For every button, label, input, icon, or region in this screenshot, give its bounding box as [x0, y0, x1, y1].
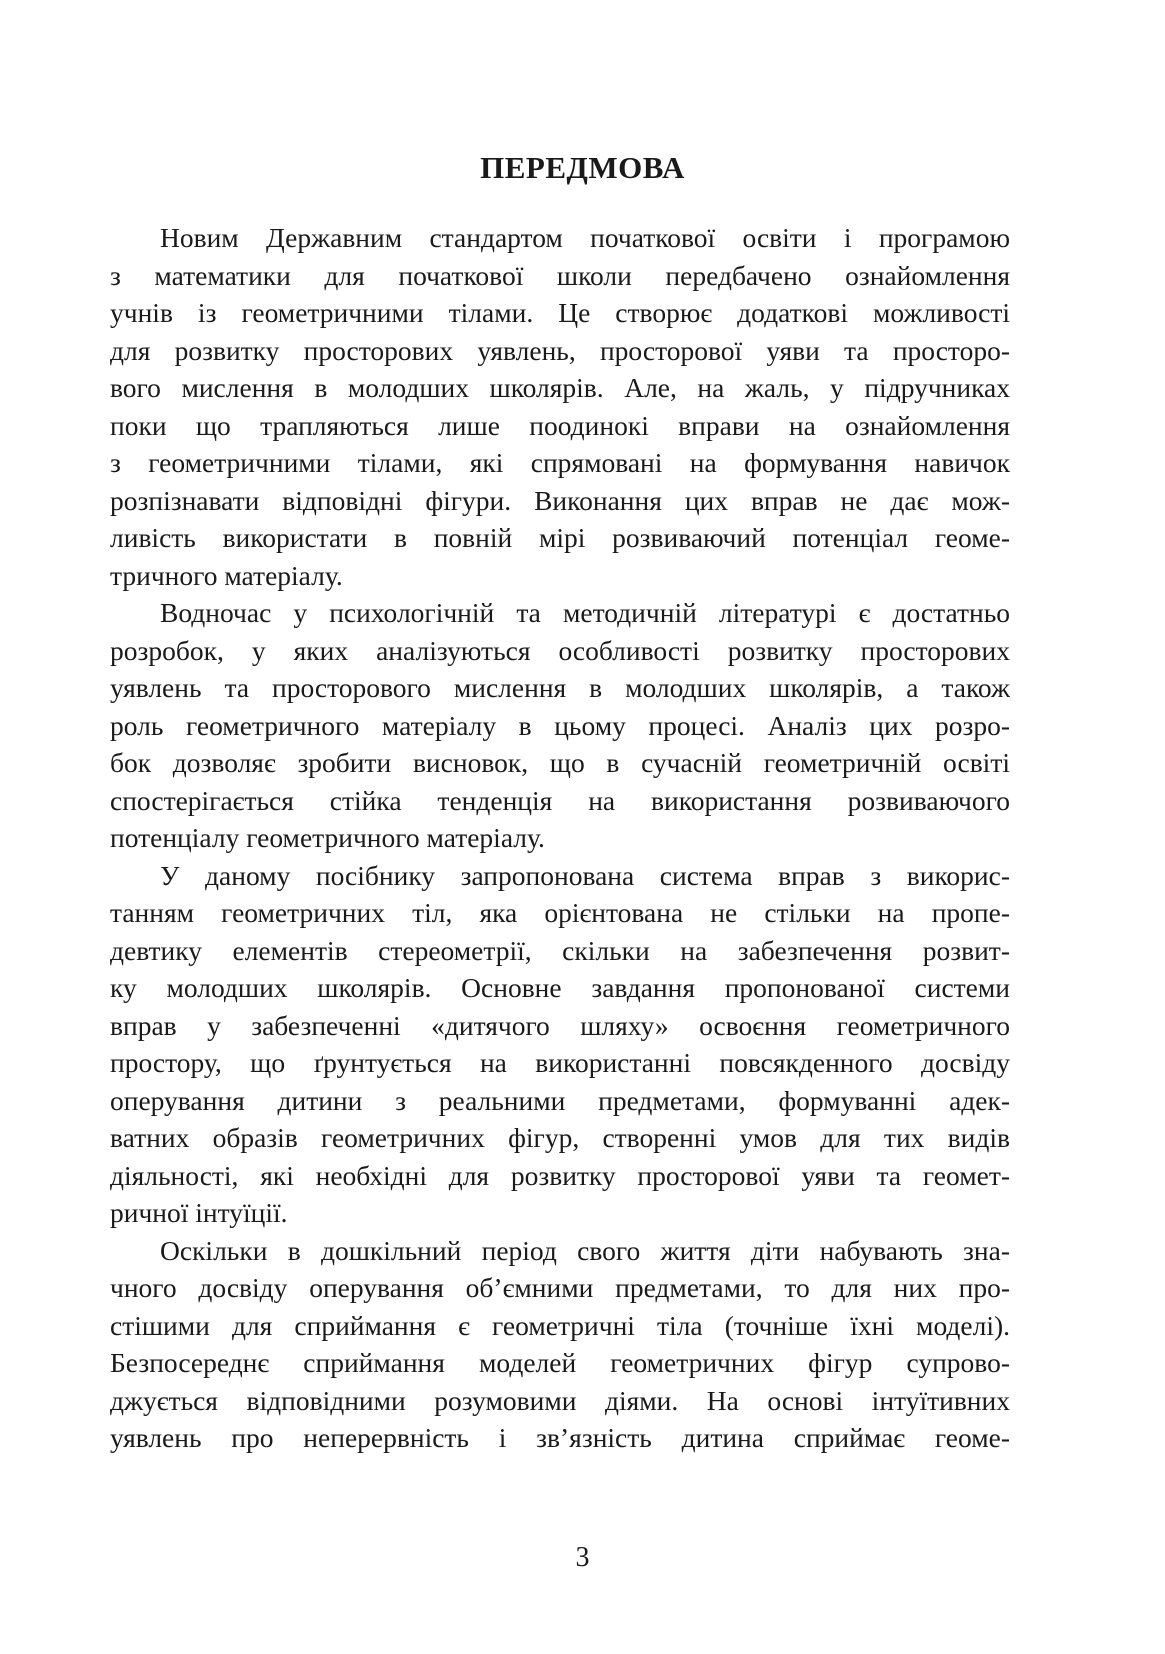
- paragraph-line: уявлень та просторового мислення в молодших школярів, а також: [110, 672, 1010, 703]
- body-text: [110, 219, 1010, 1457]
- paragraph-line: девтику елементів стереометрії, скільки на забезпечення розвит-: [110, 934, 1010, 966]
- paragraph-line: роль геометричного матеріалу в цьому процесі. Аналіз цих розро-: [110, 709, 1010, 741]
- paragraph-line: тричного матеріалу.: [110, 559, 343, 591]
- paragraph-line: вправ у забезпеченні «дитячого шляху» освоєння геометричного: [110, 1009, 1010, 1041]
- page-number: 3: [575, 1542, 590, 1573]
- paragraph-line: поки що трапляються лише поодинокі вправи на ознайомлення: [110, 409, 1010, 441]
- paragraph-line: Водночас у психологічній та методичній літературі є достатньо: [160, 597, 1010, 628]
- paragraph-line: Безпосереднє сприймання моделей геометричних фігур супрово-: [110, 1347, 1010, 1378]
- paragraph-line: бок дозволяє зробити висновок, що в сучасній геометричній освіті: [110, 747, 1010, 778]
- paragraph-line: розпізнавати відповідні фігури. Виконання цих вправ не дає мож-: [110, 484, 1010, 516]
- paragraph-line: для розвитку просторових уявлень, просторової уяви та просторо-: [110, 334, 1010, 366]
- paragraph-line: з геометричними тілами, які спрямовані на формування навичок: [110, 447, 1010, 478]
- paragraph-line: оперування дитини з реальними предметами, формуванні адек-: [110, 1084, 1010, 1116]
- page-title: ПЕРЕДМОВА: [480, 150, 685, 185]
- paragraph-line: джується відповідними розумовими діями. На основі інтуїтивних: [110, 1384, 1010, 1416]
- paragraph-line: чного досвіду оперування об’ємними предметами, то для них про-: [110, 1272, 1010, 1303]
- paragraph-line: У даному посібнику запропонована система вправ з викорис-: [160, 859, 1010, 891]
- paragraph-line: ватних образів геометричних фігур, створенні умов для тих видів: [110, 1122, 1010, 1153]
- paragraph-line: ливість використати в повній мірі розвиваючий потенціал геоме-: [110, 522, 1010, 553]
- paragraph-line: уявлень про неперервність і зв’язність дитина сприймає геоме-: [110, 1422, 1010, 1453]
- paragraph-line: потенціалу геометричного матеріалу.: [110, 822, 545, 853]
- paragraph-line: Новим Державним стандартом початкової освіти і програмою: [160, 222, 1010, 253]
- paragraph-line: учнів із геометричними тілами. Це створює додаткові можливості: [110, 297, 1010, 328]
- paragraph-line: простору, що ґрунтується на використанні повсякденного досвіду: [110, 1047, 1010, 1078]
- paragraph-line: спостерігається стійка тенденція на використання розвиваючого: [110, 784, 1010, 816]
- paragraph-line: ку молодших школярів. Основне завдання пропонованої системи: [110, 972, 1010, 1003]
- paragraph-line: Оскільки в дошкільний період свого життя діти набувають зна-: [160, 1234, 1010, 1266]
- paragraph-line: ричної інтуїції.: [110, 1197, 288, 1228]
- paragraph-line: танням геометричних тіл, яка орієнтована не стільки на пропе-: [110, 897, 1010, 928]
- paragraph-line: діяльності, які необхідні для розвитку просторової уяви та геомет-: [110, 1159, 1010, 1191]
- paragraph-line: розробок, у яких аналізуються особливості розвитку просторових: [110, 634, 1010, 666]
- paragraph-line: вого мислення в молодших школярів. Але, на жаль, у підручниках: [110, 372, 1010, 403]
- paragraph-line: з математики для початкової школи передбачено ознайомлення: [110, 259, 1010, 291]
- paragraph-line: стішими для сприймання є геометричні тіла (точніше їхні моделі).: [110, 1309, 1010, 1341]
